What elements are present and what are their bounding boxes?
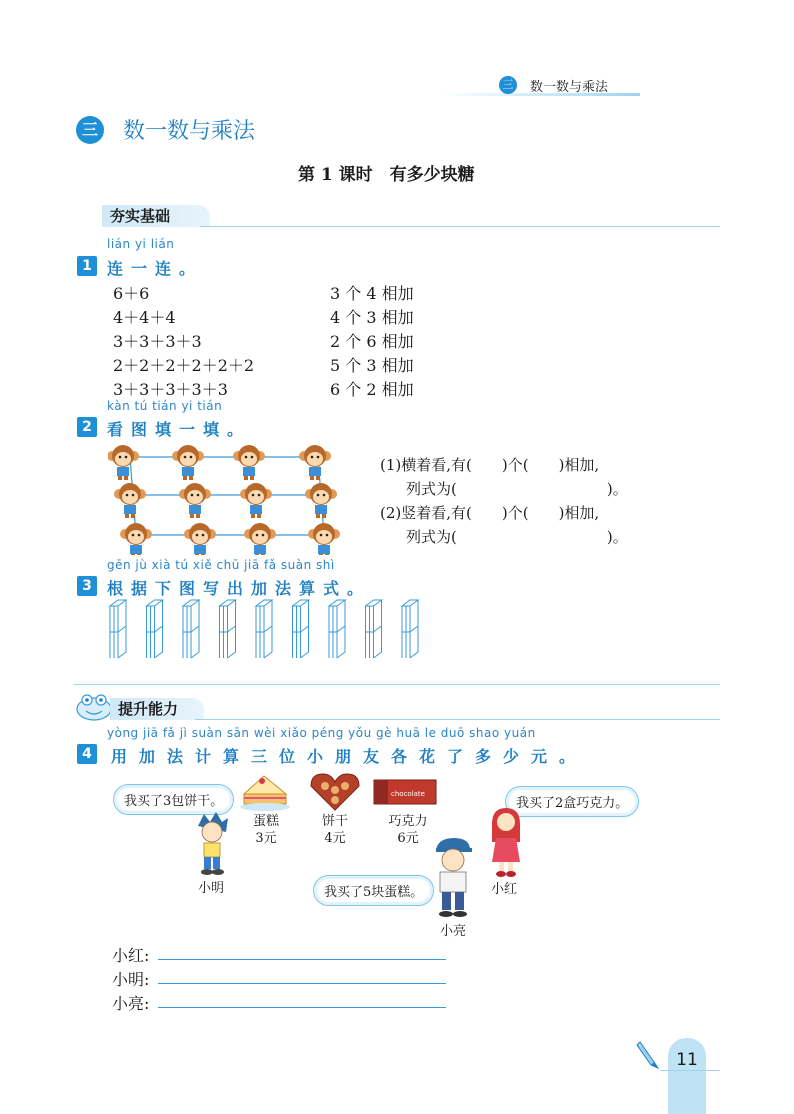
q1-left-3: 3＋3＋3＋3 [113,332,202,351]
answer-label-xiaoming: 小明: [112,970,150,989]
q3-text: 根据下图写出加法算式。 [107,579,372,598]
answer-line-xiaohong[interactable] [158,959,446,960]
page-bottom-line [660,1070,720,1071]
q2-text: 看图填一填。 [107,420,252,439]
chocolate-wrapper-text: chocolate [391,790,425,798]
speech-bubble-xiaoming: 我买了3包饼干。 [113,784,234,815]
monkey-icon [179,483,211,518]
q2-line-3: (2)竖着看,有( )个( )相加, [380,504,600,522]
section-advanced-line [195,719,720,720]
page-number: 11 [676,1050,698,1070]
boy-xiaoliang-figure [428,836,478,920]
q4-number: 4 [77,744,97,764]
q1-text: 连一连。 [107,259,204,278]
item-price-chocolate: 6元 [397,831,419,846]
header-badge: 三 [499,76,517,94]
stick-bundle-icon [366,600,382,658]
q1-right-1: 3 个 4 相加 [330,284,414,303]
stick-bundles-figure [104,598,434,662]
item-price-biscuit: 4元 [324,831,346,846]
chocolate-icon [372,776,438,810]
speech-bubble-xiaoliang: 我买了5块蛋糕。 [313,875,434,906]
q1-right-5: 6 个 2 相加 [330,380,414,399]
monkey-icon [244,523,276,555]
monkey-icon [305,483,337,518]
q1-left-5: 3＋3＋3＋3＋3 [113,380,228,399]
unit-badge: 三 [76,116,104,144]
monkey-icon [184,523,216,555]
section-basic-line [200,226,720,227]
answer-line-xiaoming[interactable] [158,983,446,984]
speech-bubble-xiaohong: 我买了2盒巧克力。 [505,786,639,817]
section-basic: 夯实基础 [102,205,210,227]
stick-bundle-icon [183,600,199,658]
header-title: 数一数与乘法 [530,80,609,95]
answer-label-xiaohong: 小红: [112,946,150,965]
monkey-icon [108,445,139,480]
cake-icon [238,772,292,812]
monkey-icon [240,483,272,518]
monkey-icon [233,445,265,480]
pencil-icon [636,1040,662,1070]
unit-title: 数一数与乘法 [123,119,256,144]
kid-name-xiaohong: 小红 [491,882,518,897]
q2-line-1: (1)横着看,有( )个( )相加, [380,456,600,474]
answer-label-xiaoliang: 小亮: [112,994,150,1013]
stick-bundle-icon [110,600,126,658]
q4-text: 用加法计算三位小朋友各花了多少元。 [111,747,588,766]
q2-line-4: 列式为( )。 [406,528,628,546]
item-price-cake: 3元 [255,831,277,846]
item-name-cake: 蛋糕 [252,814,279,829]
monkey-icon [120,523,152,555]
q1-right-3: 2 个 6 相加 [330,332,414,351]
q1-left-4: 2＋2＋2＋2＋2＋2 [113,356,255,375]
biscuit-box-icon [307,772,363,812]
q2-number: 2 [77,417,97,437]
section-advanced: 提升能力 [110,698,204,720]
kid-name-xiaoliang: 小亮 [440,924,467,939]
monkey-grid-figure [108,440,348,555]
stick-bundle-icon [147,600,163,658]
section-divider [74,684,720,685]
q1-pinyin: lián yi lián [107,237,175,251]
q1-left-2: 4＋4＋4 [113,308,176,327]
monkey-icon [114,483,146,518]
answer-line-xiaoliang[interactable] [158,1007,446,1008]
stick-bundle-icon [293,600,309,658]
q1-number: 1 [77,256,97,276]
girl-xiaohong-figure [488,808,524,878]
monkey-icon [299,445,331,480]
stick-bundle-icon [402,600,418,658]
lesson-title: 第 1 课时 有多少块糖 [298,165,475,185]
item-name-chocolate: 巧克力 [388,814,428,829]
item-name-biscuit: 饼干 [321,814,348,829]
boy-xiaoming-figure [192,812,232,876]
q1-right-4: 5 个 3 相加 [330,356,414,375]
q3-pinyin: gēn jù xià tú xiě chū jiā fǎ suàn shì [107,558,335,572]
q2-line-2: 列式为( )。 [406,480,628,498]
q1-left-1: 6＋6 [113,284,150,303]
monkey-icon [172,445,204,480]
frog-icon [74,692,114,722]
stick-bundle-icon [256,600,272,658]
stick-bundle-icon [220,600,236,658]
q4-pinyin: yòng jiā fǎ jì suàn sān wèi xiǎo péng yǒu gè huā le duō shao yuán [107,726,536,740]
q2-pinyin: kàn tú tián yi tián [107,399,223,413]
q3-number: 3 [77,576,97,596]
monkey-icon [308,523,340,555]
stick-bundle-icon [329,600,345,658]
q1-right-2: 4 个 3 相加 [330,308,414,327]
kid-name-xiaoming: 小明 [198,881,225,896]
